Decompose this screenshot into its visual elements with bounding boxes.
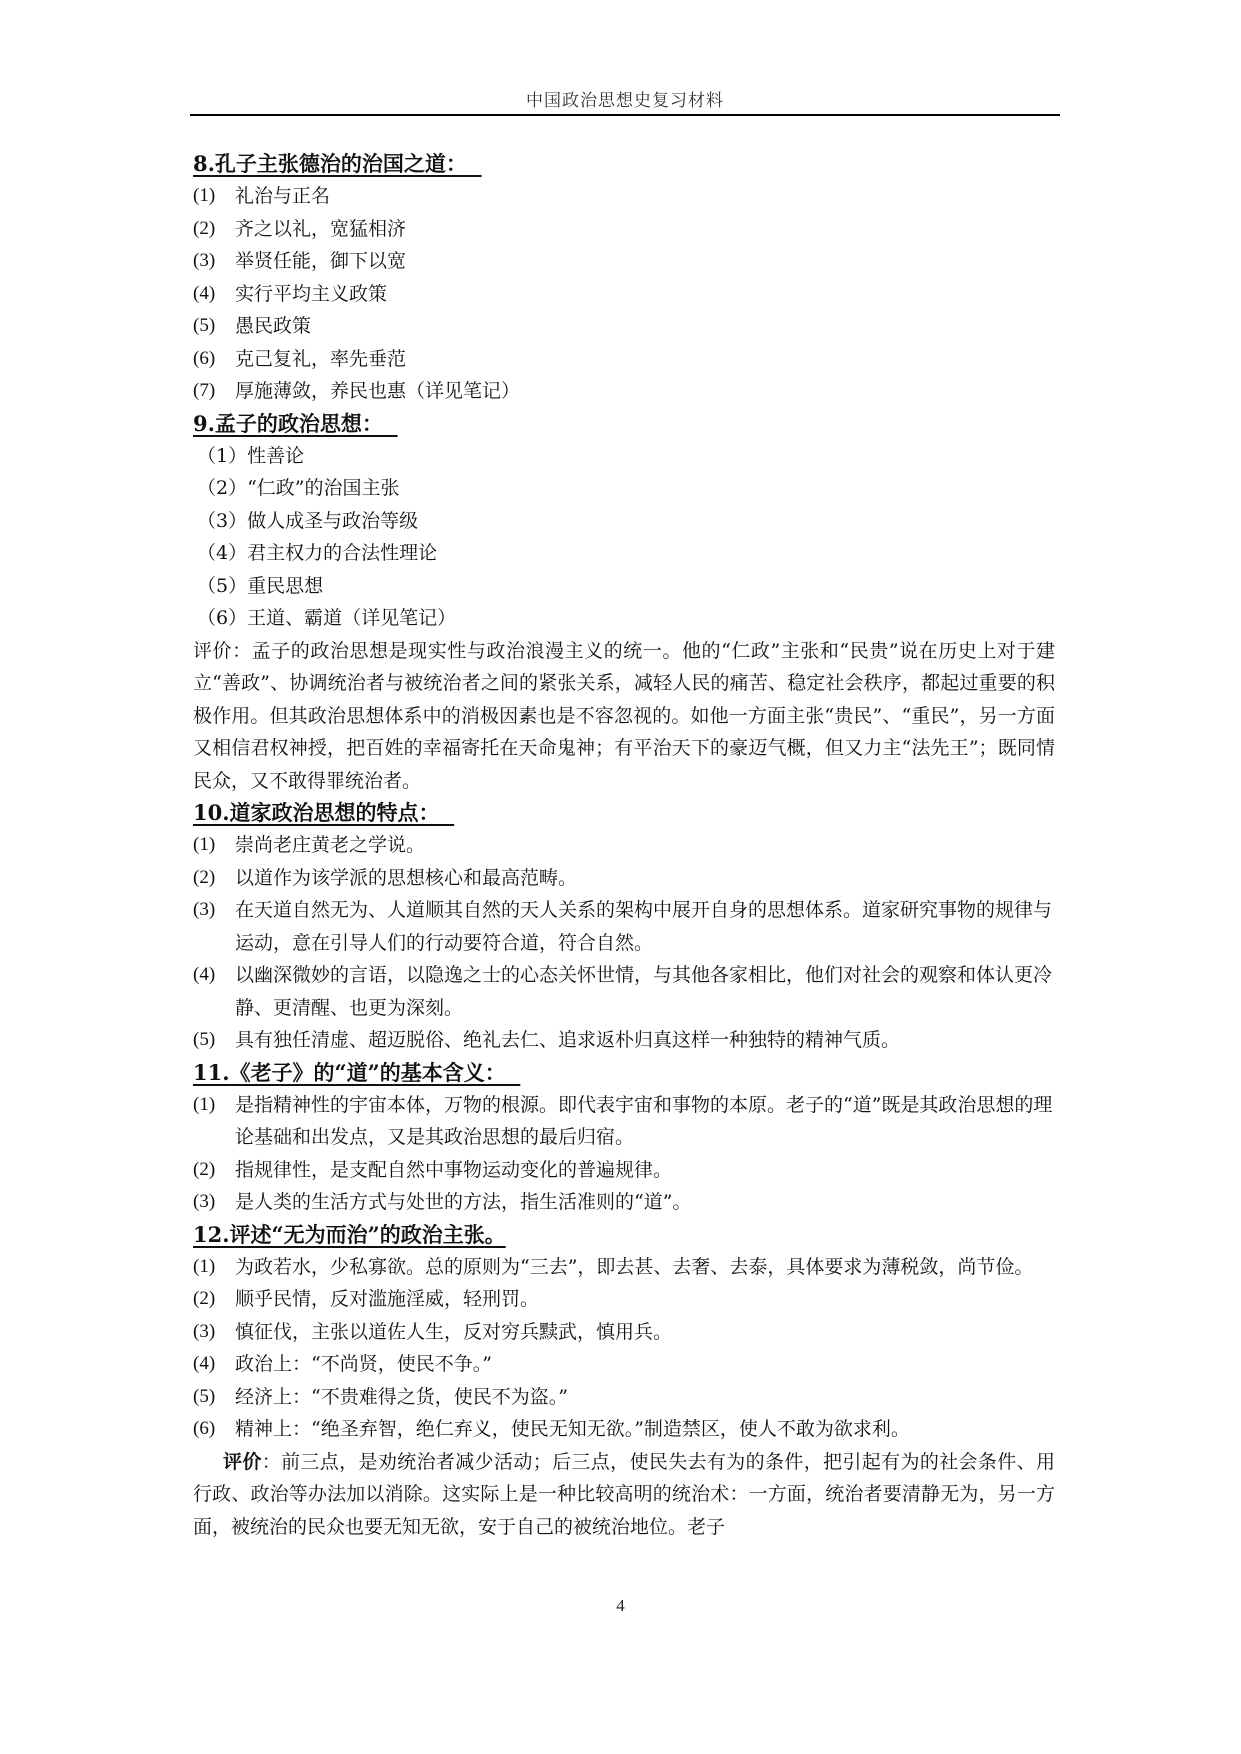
list-item xyxy=(193,1283,1055,1316)
list-item xyxy=(193,343,1055,376)
item-text: 是指精神性的宇宙本体，万物的根源。即代表宇宙和事物的本原。老子的“道”既是其政治思想的理论基础和出发点，又是其政治思想的最后归宿。 xyxy=(235,1093,1053,1148)
section-heading-10: 10.道家政治思想的特点： xyxy=(193,800,455,825)
item-number: (4) xyxy=(193,964,216,985)
item-text: 慎征伐，主张以道佐人生，反对穷兵黩武，慎用兵。 xyxy=(235,1320,673,1343)
header-rule xyxy=(190,114,1060,116)
list-item: （1）性善论 xyxy=(197,444,305,467)
item-text: 政治上：“不尚贤，使民不争。” xyxy=(235,1353,492,1375)
list-item xyxy=(193,1413,1055,1446)
list-item xyxy=(193,862,1055,895)
item-text: 以幽深微妙的言语，以隐逸之士的心态关怀世情，与其他各家相比，他们对社会的观察和体认更冷静、更清醒、也更为深刻。 xyxy=(235,964,1053,1019)
item-text: 实行平均主义政策 xyxy=(235,282,388,305)
list-item xyxy=(193,1348,1055,1381)
item-text: 愚民政策 xyxy=(235,315,312,337)
item-number: (1) xyxy=(193,834,216,855)
item-number: (2) xyxy=(193,1158,216,1180)
item-number: (6) xyxy=(193,1418,216,1439)
item-number: (2) xyxy=(193,1288,216,1309)
item-number: (1) xyxy=(193,1093,216,1115)
list-item: （5）重民思想 xyxy=(197,574,324,597)
list-item xyxy=(193,245,1055,278)
list-item xyxy=(193,1381,1055,1414)
list-item xyxy=(193,1251,1055,1284)
item-text: 举贤任能，御下以宽 xyxy=(235,250,407,272)
list-item: （2）“仁政”的治国主张 xyxy=(197,477,400,499)
list-item: （4）君主权力的合法性理论 xyxy=(197,542,438,564)
list-item xyxy=(193,180,1055,213)
section-heading-12: 12.评述“无为而治”的政治主张。 xyxy=(193,1221,506,1247)
evaluation-paragraph xyxy=(193,1446,1055,1544)
section-heading-9: 9.孟子的政治思想： xyxy=(193,410,398,436)
list-item xyxy=(193,959,1055,1024)
item-text: 为政若水，少私寡欲。总的原则为“三去”，即去甚、去奢、去泰，具体要求为薄税敛，尚节俭。 xyxy=(235,1255,1034,1278)
page-number: 4 xyxy=(616,1596,625,1615)
item-number: (3) xyxy=(193,899,216,920)
list-item xyxy=(193,1089,1055,1154)
item-number: (1) xyxy=(193,185,216,206)
item-number: (3) xyxy=(193,1191,216,1212)
item-number: (2) xyxy=(193,217,216,239)
evaluation-text: ：前三点，是劝统治者减少活动；后三点，使民失去有为的条件，把引起有为的社会条件、用行政、政治等办法加以消除。这实际上是一种比较高明的统治术：一方面，统治者要清静无为，另一方面，被统治的民众也要无知无欲，安于自己的被统治地位。老子 xyxy=(193,1450,1055,1538)
evaluation-lead: 评价 xyxy=(223,1450,262,1473)
list-item xyxy=(193,310,1055,343)
document-body xyxy=(193,148,1055,1543)
list-item xyxy=(193,278,1055,311)
item-text: 指规律性，是支配自然中事物运动变化的普遍规律。 xyxy=(235,1158,673,1181)
evaluation-paragraph: 评价：孟子的政治思想是现实性与政治浪漫主义的统一。他的“仁政”主张和“民贵”说在历史上对于建立“善政”、协调统治者与被统治者之间的紧张关系，减轻人民的痛苦、稳定社会秩序，都起过重要的积极作用。但其政治思想体系中的消极因素也是不容忽视的。如他一方面主张“贵民”、“重民”，另一方面又相信君权神授，把百姓的幸福寄托在天命鬼神；有平治天下的豪迈气概，但又力主“法先王”；既同情民众，又不敢得罪统治者。 xyxy=(193,639,1055,792)
item-number: (1) xyxy=(193,1255,216,1277)
item-number: (3) xyxy=(193,250,216,271)
item-text: 礼治与正名 xyxy=(235,185,331,207)
list-item xyxy=(193,1316,1055,1349)
item-text: 经济上：“不贵难得之货，使民不为盗。” xyxy=(235,1385,568,1408)
page-header-title: 中国政治思想史复习材料 xyxy=(526,91,724,111)
item-number: (4) xyxy=(193,282,216,304)
list-item xyxy=(193,894,1055,959)
section-heading-8: 8.孔子主张德治的治国之道： xyxy=(193,151,482,176)
list-item: （3）做人成圣与政治等级 xyxy=(197,509,419,532)
item-text: 克己复礼，率先垂范 xyxy=(235,347,407,370)
item-number: (5) xyxy=(193,1029,216,1050)
item-number: (5) xyxy=(193,1385,216,1407)
item-text: 以道作为该学派的思想核心和最高范畴。 xyxy=(235,866,578,889)
item-number: (6) xyxy=(193,347,216,369)
item-text: 崇尚老庄黄老之学说。 xyxy=(235,834,426,856)
list-item xyxy=(193,213,1055,246)
item-text: 具有独任清虚、超迈脱俗、绝礼去仁、追求返朴归真这样一种独特的精神气质。 xyxy=(235,1029,901,1051)
item-text: 精神上：“绝圣弃智，绝仁弃义，使民无知无欲。”制造禁区，使人不敢为欲求利。 xyxy=(235,1418,910,1440)
item-number: (3) xyxy=(193,1320,216,1342)
item-number: (2) xyxy=(193,866,216,888)
list-item xyxy=(193,1154,1055,1187)
item-text: 在天道自然无为、人道顺其自然的天人关系的架构中展开自身的思想体系。道家研究事物的规律与运动，意在引导人们的行动要符合道，符合自然。 xyxy=(235,899,1053,954)
list-item xyxy=(193,1186,1055,1219)
item-number: (5) xyxy=(193,315,216,336)
list-item: （6）王道、霸道（详见笔记） xyxy=(197,607,457,629)
list-item xyxy=(193,375,1055,408)
item-text: 是人类的生活方式与处世的方法，指生活准则的“道”。 xyxy=(235,1191,692,1213)
item-text: 顺乎民情，反对滥施淫威，轻刑罚。 xyxy=(235,1288,540,1310)
section-heading-11: 11.《老子》的“道”的基本含义： xyxy=(193,1059,521,1085)
item-number: (7) xyxy=(193,380,216,401)
item-number: (4) xyxy=(193,1353,216,1374)
list-item xyxy=(193,829,1055,862)
item-text: 厚施薄敛，养民也惠（详见笔记） xyxy=(235,380,521,402)
list-item xyxy=(193,1024,1055,1057)
item-text: 齐之以礼，宽猛相济 xyxy=(235,217,407,240)
